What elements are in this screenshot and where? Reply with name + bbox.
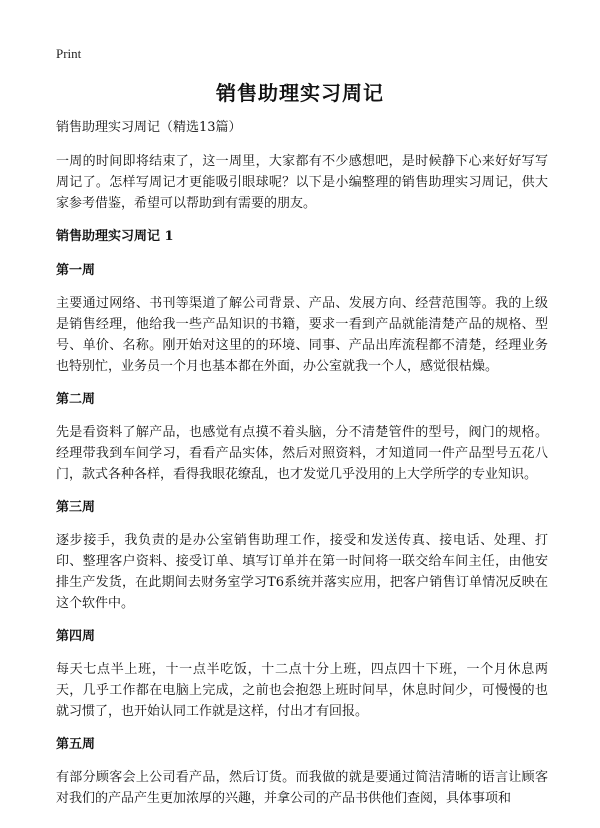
week-heading: 第三周: [56, 500, 96, 515]
week-1-block: [56, 261, 548, 377]
week-heading: 第四周: [56, 629, 96, 644]
week-heading: 第五周: [56, 737, 96, 752]
week-4-block: [56, 627, 548, 722]
document-subtitle: 销售助理实习周记（精选13篇）: [56, 120, 242, 135]
intro-paragraph: 一周的时间即将结束了，这一周里，大家都有不少感想吧，是时候静下心来好好写写周记了。怎样写周记才更能吸引眼球呢？以下是小编整理的销售助理实习周记，供大家参考借鉴，希望可以帮助到有需要的朋友。: [56, 154, 548, 211]
section-heading: 销售助理实习周记 1: [56, 229, 174, 244]
document-body: [56, 118, 548, 822]
week-3-block: [56, 498, 548, 614]
document-title: 销售助理实习周记: [216, 81, 384, 105]
week-paragraph: 主要通过网络、书刊等渠道了解公司背景、产品、发展方向、经营范围等。我的上级是销售经理，他给我一些产品知识的书籍，要求一看到产品就能清楚产品的规格、型号、单价、名称。刚开始对这里的的环境、同事、产品出库流程都不清楚，经理业务也特别忙，业务员一个月也基本都在外面，办公室就我一个人，感觉很枯燥。: [56, 296, 548, 374]
print-link[interactable]: Print: [56, 46, 82, 61]
week-heading: 第二周: [56, 392, 96, 407]
week-paragraph: 有部分顾客会上公司看产品，然后订货。而我做的就是要通过简洁清晰的语言让顾客对我们的产品产生更加浓厚的兴趣，并拿公司的产品书供他们查阅，具体事项和: [56, 770, 548, 806]
week-5-block: [56, 735, 548, 809]
week-paragraph: 逐步接手，我负责的是办公室销售助理工作，接受和发送传真、接电话、处理、打印、整理客户资料、接受订单、填写订单并在第一时间将一联交给车间主任，由他安排生产发货，在此期间去财务室学习T6系统并落实应用，把客户销售订单情况反映在这个软件中。: [56, 533, 548, 611]
week-2-block: [56, 390, 548, 485]
week-paragraph: 先是看资料了解产品，也感觉有点摸不着头脑，分不清楚管件的型号，阀门的规格。经理带我到车间学习，看看产品实体，然后对照资料，才知道同一件产品型号五花八门，款式各种各样，看得我眼花缭乱，也才发觉几乎没用的上大学所学的专业知识。: [56, 425, 548, 482]
week-heading: 第一周: [56, 263, 96, 278]
week-paragraph: 每天七点半上班，十一点半吃饭，十二点十分上班，四点四十下班，一个月休息两天，几乎工作都在电脑上完成，之前也会抱怨上班时间早，休息时间少，可慢慢的也就习惯了，也开始认同工作就是这样，付出才有回报。: [56, 662, 548, 719]
